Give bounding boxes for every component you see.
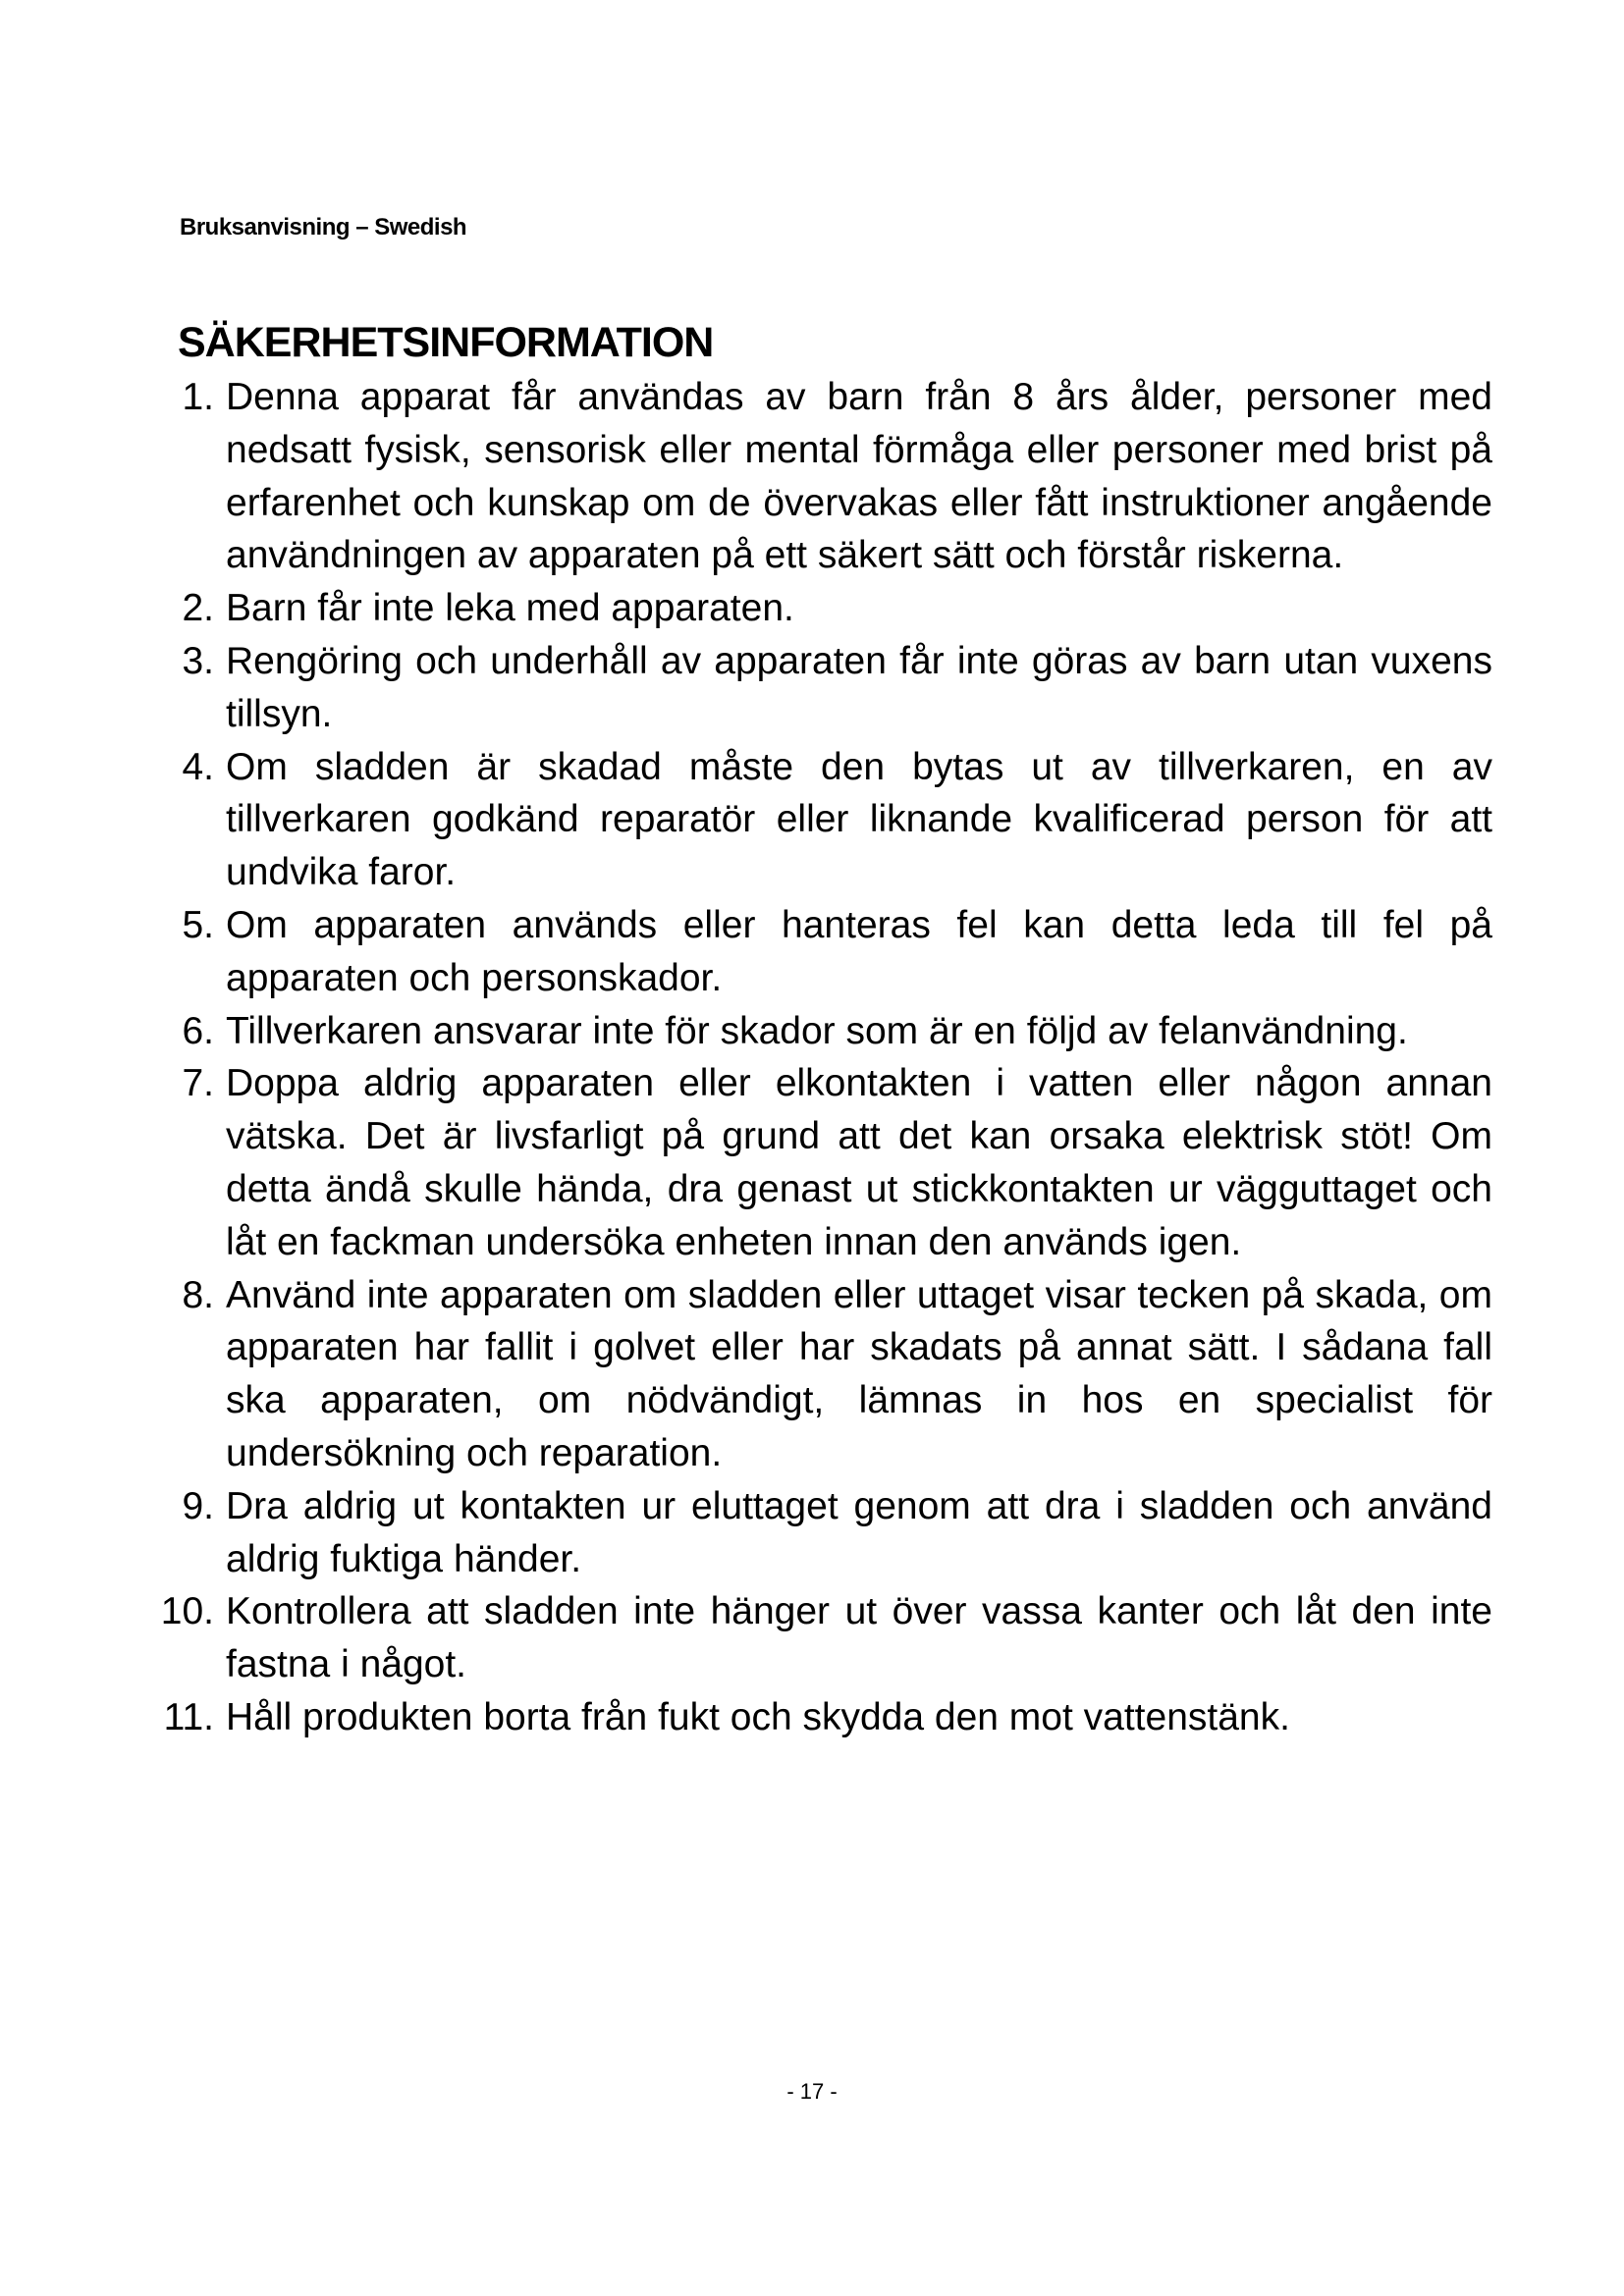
item-text: Om apparaten används eller hanteras fel kan detta leda till fel på apparaten och personskador. bbox=[226, 903, 1492, 999]
list-item bbox=[0, 741, 1492, 899]
list-item bbox=[0, 1005, 1492, 1058]
safety-list bbox=[0, 371, 1492, 1744]
item-text: Kontrollera att sladden inte hänger ut över vassa kanter och låt den inte fastna i något. bbox=[226, 1590, 1492, 1686]
item-number: 1. bbox=[182, 376, 214, 418]
list-item bbox=[0, 1691, 1492, 1744]
item-text: Använd inte apparaten om sladden eller uttaget visar tecken på skada, om apparaten har fallit i golvet eller har skadats på annat sätt. I sådana fall ska apparaten, om nödvändigt, lämnas in hos en specialist för undersökning och reparation. bbox=[226, 1273, 1492, 1474]
item-text: Om sladden är skadad måste den bytas ut av tillverkaren, en av tillverkaren godkänd reparatör eller liknande kvalificerad person för att undvika faror. bbox=[226, 745, 1492, 894]
item-text: Rengöring och underhåll av apparaten får inte göras av barn utan vuxens tillsyn. bbox=[226, 639, 1492, 735]
item-number: 2. bbox=[182, 587, 214, 630]
list-item bbox=[0, 582, 1492, 635]
list-item bbox=[0, 899, 1492, 1005]
item-text: Tillverkaren ansvarar inte för skador som är en följd av felanvändning. bbox=[226, 1009, 1408, 1052]
item-number: 8. bbox=[182, 1273, 214, 1316]
list-item bbox=[0, 635, 1492, 741]
item-number: 4. bbox=[182, 745, 214, 788]
item-text: Håll produkten borta från fukt och skydda den mot vattenstänk. bbox=[226, 1695, 1290, 1738]
item-number: 7. bbox=[182, 1062, 214, 1105]
item-number: 10. bbox=[160, 1590, 214, 1633]
running-header: Bruksanvisning – Swedish bbox=[180, 214, 467, 240]
item-text: Denna apparat får användas av barn från 8 års ålder, personer med nedsatt fysisk, sensorisk eller mental förmåga eller personer med brist på erfarenhet och kunskap om de övervakas eller fått instruktioner angående användningen av apparaten på ett säkert sätt och förstår riskerna. bbox=[226, 376, 1492, 577]
item-number: 6. bbox=[182, 1009, 214, 1052]
item-number: 3. bbox=[182, 639, 214, 682]
section-title: SÄKERHETSINFORMATION bbox=[178, 319, 714, 366]
item-text: Dra aldrig ut kontakten ur eluttaget genom att dra i sladden och använd aldrig fuktiga händer. bbox=[226, 1484, 1492, 1580]
item-number: 5. bbox=[182, 903, 214, 946]
list-item bbox=[0, 371, 1492, 582]
item-number: 9. bbox=[182, 1484, 214, 1527]
list-item bbox=[0, 1480, 1492, 1586]
item-number: 11. bbox=[163, 1695, 214, 1738]
page-number: - 17 - bbox=[786, 2079, 838, 2104]
list-item bbox=[0, 1585, 1492, 1691]
list-item bbox=[0, 1057, 1492, 1268]
item-text: Barn får inte leka med apparaten. bbox=[226, 587, 794, 630]
list-item bbox=[0, 1269, 1492, 1480]
item-text: Doppa aldrig apparaten eller elkontakten i vatten eller någon annan vätska. Det är livsfarligt på grund att det kan orsaka elektrisk stöt! Om detta ändå skulle hända, dra genast ut stickkontakten ur vägguttaget och låt en fackman undersöka enheten innan den används igen. bbox=[226, 1062, 1492, 1263]
